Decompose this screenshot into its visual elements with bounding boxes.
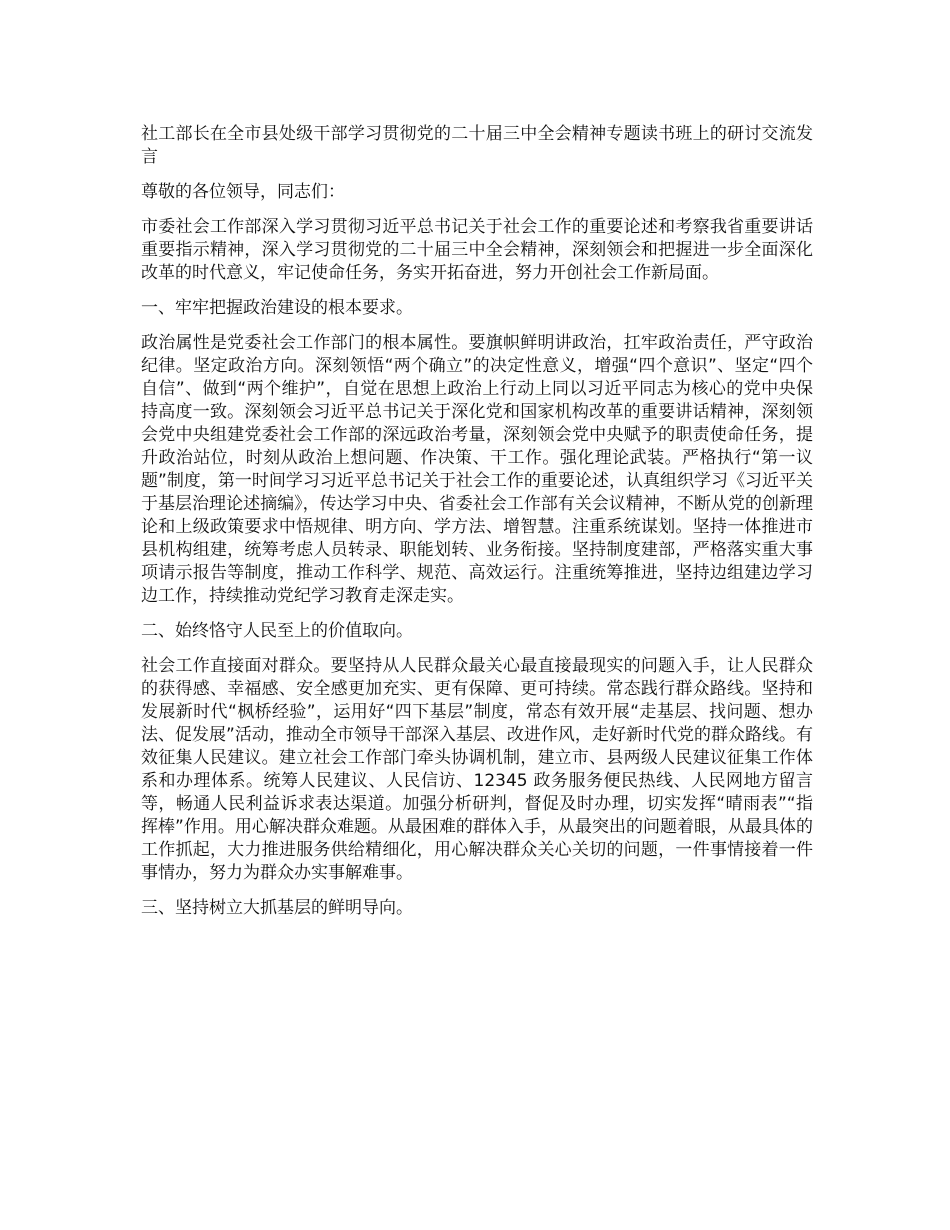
- document-page: [141, 123, 813, 932]
- section-1-heading: 一、牢牢把握政治建设的根本要求。: [141, 298, 413, 318]
- document-title: 社工部长在全市县处级干部学习贯彻党的二十届三中全会精神专题读书班上的研讨交流发言: [141, 124, 813, 167]
- section-2-body: 社会工作直接面对群众。要坚持从人民群众最关心最直接最现实的问题入手，让人民群众的获得感、幸福感、安全感更加充实、更有保障、更可持续。常态践行群众路线。坚持和发展新时代“枫桥经验”，运用好“四下基层”制度，常态有效开展“走基层、找问题、想办法、促发展”活动，推动全市领导干部深入基层、改进作风，走好新时代党的群众路线。有效征集人民建议。建立社会工作部门牵头协调机制，建立市、县两级人民建议征集工作体系和办理体系。统筹人民建议、人民信访、12345 政务服务便民热线、人民网地方留言等，畅通人民利益诉求表达渠道。加强分析研判，督促及时办理，切实发挥“晴雨表”“指挥棒”作用。用心解决群众难题。从最困难的群体入手，从最突出的问题着眼，从最具体的工作抓起，大力推进服务供给精细化，用心解决群众关心关切的问题，一件事情接着一件事情办，努力为群众办实事解难事。: [141, 656, 813, 883]
- section-1-body: 政治属性是党委社会工作部门的根本属性。要旗帜鲜明讲政治，扛牢政治责任，严守政治纪律。坚定政治方向。深刻领悟“两个确立”的决定性意义，增强“四个意识”、坚定“四个自信”、做到“两个维护”，自觉在思想上政治上行动上同以习近平同志为核心的党中央保持高度一致。深刻领会习近平总书记关于深化党和国家机构改革的重要讲话精神，深刻领会党中央组建党委社会工作部的深远政治考量，深刻领会党中央赋予的职责使命任务，提升政治站位，时刻从政治上想问题、作决策、干工作。强化理论武装。严格执行“第一议题”制度，第一时间学习习近平总书记关于社会工作的重要论述，认真组织学习《习近平关于基层治理论述摘编》，传达学习中央、省委社会工作部有关会议精神，不断从党的创新理论和上级政策要求中悟规律、明方向、学方法、增智慧。注重系统谋划。坚持一体推进市县机构组建，统筹考虑人员转录、职能划转、业务衔接。坚持制度建部，严格落实重大事项请示报告等制度，推动工作科学、规范、高效运行。注重统筹推进，坚持边组建边学习边工作，持续推动党纪学习教育走深走实。: [141, 333, 813, 606]
- intro-paragraph: 市委社会工作部深入学习贯彻习近平总书记关于社会工作的重要论述和考察我省重要讲话重要指示精神，深入学习贯彻党的二十届三中全会精神，深刻领会和把握进一步全面深化改革的时代意义，牢记使命任务，务实开拓奋进，努力开创社会工作新局面。: [141, 217, 813, 283]
- section-2-heading: 二、始终恪守人民至上的价值取向。: [141, 621, 413, 641]
- salutation: 尊敬的各位领导，同志们：: [141, 182, 345, 202]
- section-3-heading: 三、坚持树立大抓基层的鲜明导向。: [141, 898, 413, 918]
